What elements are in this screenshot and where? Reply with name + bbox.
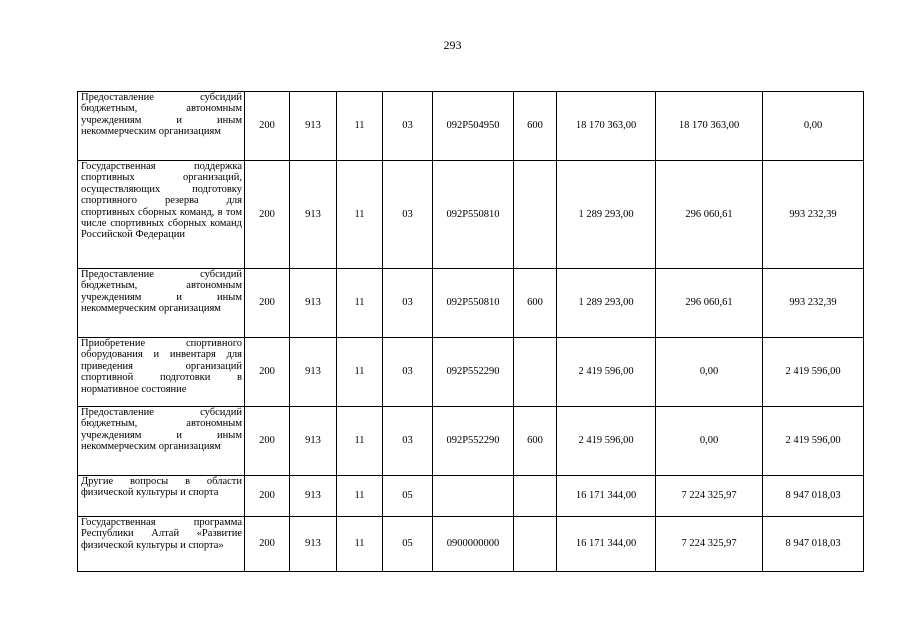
row-name-cell: Предоставление субсидий бюджетным, автономным учреждениям и иным некоммерческим организациям <box>78 407 245 476</box>
amount-cell: 18 170 363,00 <box>557 92 656 161</box>
code-cell: 05 <box>383 517 433 572</box>
amount-cell: 8 947 018,03 <box>763 517 864 572</box>
code-cell: 03 <box>383 338 433 407</box>
target-article-cell: 092P550810 <box>433 161 514 269</box>
table-row <box>78 476 864 517</box>
code-cell: 11 <box>337 476 383 517</box>
code-cell: 200 <box>245 161 290 269</box>
amount-cell: 16 171 344,00 <box>557 476 656 517</box>
code-cell: 200 <box>245 92 290 161</box>
amount-cell: 993 232,39 <box>763 161 864 269</box>
code-cell: 11 <box>337 92 383 161</box>
amount-cell: 0,00 <box>763 92 864 161</box>
expense-type-cell: 600 <box>514 407 557 476</box>
code-cell: 11 <box>337 161 383 269</box>
amount-cell: 2 419 596,00 <box>557 338 656 407</box>
table-row <box>78 407 864 476</box>
amount-cell: 7 224 325,97 <box>656 476 763 517</box>
expense-type-cell <box>514 476 557 517</box>
expense-type-cell: 600 <box>514 92 557 161</box>
row-name-cell: Государственная программа Республики Алтай «Развитие физической культуры и спорта» <box>78 517 245 572</box>
expense-type-cell <box>514 338 557 407</box>
code-cell: 913 <box>290 161 337 269</box>
code-cell: 03 <box>383 161 433 269</box>
code-cell: 913 <box>290 92 337 161</box>
code-cell: 03 <box>383 92 433 161</box>
table-row <box>78 517 864 572</box>
target-article-cell: 092P552290 <box>433 338 514 407</box>
row-name-cell: Другие вопросы в области физической культуры и спорта <box>78 476 245 517</box>
code-cell: 200 <box>245 476 290 517</box>
code-cell: 11 <box>337 269 383 338</box>
code-cell: 05 <box>383 476 433 517</box>
table-row <box>78 269 864 338</box>
table-row <box>78 161 864 269</box>
row-name-cell: Приобретение спортивного оборудования и инвентаря для приведения организаций спортивной подготовки в нормативное состояние <box>78 338 245 407</box>
expense-type-cell <box>514 517 557 572</box>
amount-cell: 2 419 596,00 <box>557 407 656 476</box>
amount-cell: 18 170 363,00 <box>656 92 763 161</box>
code-cell: 200 <box>245 407 290 476</box>
expense-type-cell <box>514 161 557 269</box>
code-cell: 913 <box>290 338 337 407</box>
code-cell: 200 <box>245 338 290 407</box>
amount-cell: 16 171 344,00 <box>557 517 656 572</box>
page-number: 293 <box>443 38 462 52</box>
row-name-cell: Государственная поддержка спортивных организаций, осуществляющих подготовку спортивного резерва для спортивных сборных команд, в том числе спортивных сборных команд Российской Федерации <box>78 161 245 269</box>
table-row <box>78 92 864 161</box>
code-cell: 913 <box>290 269 337 338</box>
amount-cell: 2 419 596,00 <box>763 407 864 476</box>
amount-cell: 1 289 293,00 <box>557 269 656 338</box>
target-article-cell: 092P504950 <box>433 92 514 161</box>
amount-cell: 2 419 596,00 <box>763 338 864 407</box>
code-cell: 03 <box>383 269 433 338</box>
code-cell: 11 <box>337 517 383 572</box>
code-cell: 913 <box>290 407 337 476</box>
amount-cell: 7 224 325,97 <box>656 517 763 572</box>
code-cell: 913 <box>290 517 337 572</box>
amount-cell: 0,00 <box>656 407 763 476</box>
target-article-cell: 092P550810 <box>433 269 514 338</box>
table-row <box>78 338 864 407</box>
target-article-cell <box>433 476 514 517</box>
code-cell: 03 <box>383 407 433 476</box>
code-cell: 11 <box>337 407 383 476</box>
row-name-cell: Предоставление субсидий бюджетным, автономным учреждениям и иным некоммерческим организациям <box>78 269 245 338</box>
amount-cell: 0,00 <box>656 338 763 407</box>
amount-cell: 8 947 018,03 <box>763 476 864 517</box>
target-article-cell: 0900000000 <box>433 517 514 572</box>
expense-type-cell: 600 <box>514 269 557 338</box>
budget-table <box>77 91 864 572</box>
amount-cell: 296 060,61 <box>656 269 763 338</box>
target-article-cell: 092P552290 <box>433 407 514 476</box>
code-cell: 913 <box>290 476 337 517</box>
row-name-cell: Предоставление субсидий бюджетным, автономным учреждениям и иным некоммерческим организациям <box>78 92 245 161</box>
amount-cell: 993 232,39 <box>763 269 864 338</box>
amount-cell: 296 060,61 <box>656 161 763 269</box>
amount-cell: 1 289 293,00 <box>557 161 656 269</box>
code-cell: 200 <box>245 517 290 572</box>
code-cell: 11 <box>337 338 383 407</box>
code-cell: 200 <box>245 269 290 338</box>
